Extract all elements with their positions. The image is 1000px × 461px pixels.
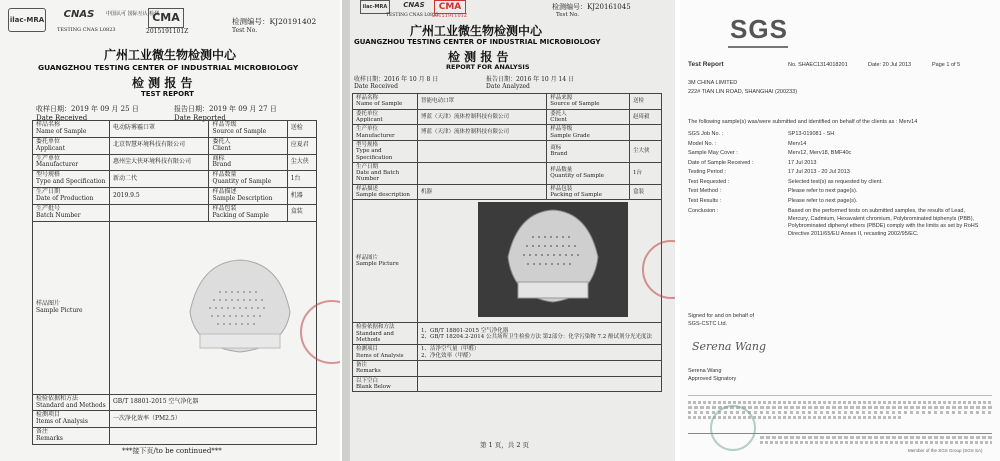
field-label: 样品来源 Source of Sample: [547, 94, 630, 110]
center-title-en: GUANGZHOU TESTING CENTER OF INDUSTRIAL MICROBIOLOGY: [354, 38, 601, 46]
table-row: [353, 125, 662, 141]
ilac-mra-logo: ilac-MRA: [360, 0, 390, 14]
table-row: [33, 137, 317, 154]
field-label: SGS Job No. :: [688, 131, 724, 137]
field-value: 盒装: [629, 184, 661, 200]
field-value: 智能电动口罩: [418, 94, 547, 110]
table-row: [353, 94, 662, 110]
field-value: 应夏君: [287, 137, 316, 154]
field-label: 样品名称 Name of Sample: [33, 121, 110, 138]
field-value: 2019.9.5: [110, 188, 209, 205]
field-label: 样品等级 Source of Sample: [209, 121, 287, 138]
field-label: 生产单位 Manufacturer: [33, 154, 110, 171]
remarks-label: 备注 Remarks: [353, 360, 418, 376]
remarks-label: 备注 Remarks: [33, 428, 110, 445]
report-number: 检测编号：KJ20191402: [232, 17, 317, 26]
field-value: 17 Jul 2013: [788, 159, 817, 166]
table-row: [33, 121, 317, 138]
footer-rule: [688, 433, 992, 434]
handwritten-signature: Serena Wang: [692, 340, 766, 353]
date-received: 收样日期：2019 年 09 月 25 日 Date Received: [36, 105, 139, 122]
field-label: 型号规格 Type and Specification: [33, 171, 110, 188]
logo-rule: [728, 46, 788, 48]
table-row: [33, 188, 317, 205]
sgs-group-member: Member of the SGS Group (SGS SA): [908, 448, 983, 453]
blank-below-label: 以下空白 Blank Below: [353, 376, 418, 392]
standard-label: 检验依据和方法 Standard and Methods: [33, 394, 110, 411]
report-number: 检测编号：KJ20161045: [552, 3, 631, 11]
report-table: [32, 120, 317, 445]
field-label: 商标 Brand: [547, 140, 630, 162]
field-label: 样品包装 Packing of Sample: [209, 204, 287, 221]
blank-below-value: [418, 376, 662, 392]
page-edge-shadow: [342, 0, 350, 461]
cma-code: 2015191101Z: [432, 13, 468, 19]
field-label: 样品包装 Packing of Sample: [547, 184, 630, 200]
field-value: 赵琦毅: [629, 109, 661, 125]
test-report-page-2: [342, 0, 675, 461]
remarks-value: [110, 428, 317, 445]
field-label: 委托单位 Applicant: [33, 137, 110, 154]
report-table: [352, 93, 662, 392]
field-value: Selected test(s) as requested by client.: [788, 178, 883, 185]
field-value: [110, 204, 209, 221]
table-row: [353, 184, 662, 200]
field-value: 博蓝（天津）流体控制科技有限公司: [418, 125, 547, 141]
report-page: Page 1 of 5: [932, 62, 961, 68]
report-title-en: REPORT FOR ANALYSIS: [446, 63, 530, 71]
report-title-cn: 检 测 报 告: [132, 76, 193, 90]
cnas-logo: CNAS: [63, 9, 95, 20]
intro-statement: The following sample(s) was/were submitted and identified on behalf of the clients as : Merv14: [688, 119, 918, 125]
mask-photo: [170, 252, 310, 362]
signer-name: Serena Wang Approved Signatory: [688, 368, 737, 382]
client-address: 222# TIAN LIN ROAD, SHANGHAI (200233): [688, 89, 798, 95]
page-footer: 第 1 页，共 2 页: [480, 441, 530, 449]
sgs-test-report-page: [680, 0, 1000, 461]
sample-picture-label: 样品图片 Sample Picture: [33, 221, 110, 394]
table-row: [353, 162, 662, 184]
mask-photo: [478, 202, 628, 317]
standard-label: 检验依据和方法 Standard and Methods: [353, 323, 418, 345]
field-value: Please refer to next page(s).: [788, 188, 858, 194]
field-label: Model No. :: [688, 140, 717, 147]
center-title-en: GUANGZHOU TESTING CENTER OF INDUSTRIAL MICROBIOLOGY: [38, 63, 299, 72]
field-value: 尘大侠: [287, 154, 316, 171]
standard-value: 1、GB/T 18801-2015 空气净化器 2、GB/T 18204.2-2014 公共场所卫生检验方法 第2部分：化学污染物 7.2 酚试剂分光光度法: [418, 323, 662, 345]
field-label: 样品等级 Sample Grade: [547, 125, 630, 141]
cma-logo: CMA: [434, 0, 466, 14]
ilac-mra-logo: ilac-MRA: [8, 8, 46, 32]
items-value: 一次净化效率（PM2.5）: [110, 411, 317, 428]
table-row: [33, 204, 317, 221]
items-label: 检测项目 Items of Analysis: [353, 345, 418, 361]
field-label: Test Method :: [688, 188, 722, 194]
cnas-cn-text: 中国认可 国际互认 检测: [106, 11, 160, 17]
field-value: Please refer to next page(s).: [788, 197, 858, 204]
cnas-code: TESTING CNAS L0823: [386, 13, 439, 18]
test-no-en: Test No.: [232, 27, 258, 34]
date-reported: 报告日期：2019 年 09 月 27 日 Date Reported: [174, 105, 277, 122]
field-value: 1台: [287, 171, 316, 188]
field-value: [418, 140, 547, 162]
cnas-code: TESTING CNAS L0823: [57, 27, 116, 33]
field-label: 样品数量 Quantity of Sample: [209, 171, 287, 188]
items-value: 1、洁净空气量（甲醛） 2、净化效率（甲醛）: [418, 345, 662, 361]
field-label: Test Requested :: [688, 178, 730, 185]
remarks-value: [418, 360, 662, 376]
field-label: 样品名称 Name of Sample: [353, 94, 418, 110]
table-row: [353, 140, 662, 162]
continued-footer: ***接下页/to be continued***: [122, 447, 222, 455]
table-row: [353, 109, 662, 125]
conclusion-text: Based on the performed tests on submitted samples, the results of Lead, Mercury, Cadmium, Hexavalent chromium, Polybrominated biphenyls (PBB), Polybrominated diphenyl ethers (PBDE) comply with the limits as set by RoHS Directive 2011/65/EU Annex II, recasting 2002/95/EC.: [788, 208, 979, 237]
field-value: 1台: [629, 162, 661, 184]
cma-code: 2015191101Z: [146, 28, 189, 35]
standard-value: GB/T 18801-2015 空气净化器: [110, 394, 317, 411]
field-value: 北京智慧环境科技有限公司: [110, 137, 209, 154]
report-title-cn: 检 测 报 告: [448, 50, 509, 64]
table-row: [33, 154, 317, 171]
field-label: Testing Period :: [688, 169, 726, 175]
field-value: [629, 125, 661, 141]
sgs-stamp: [710, 405, 756, 451]
sample-picture-cell: [418, 200, 662, 323]
field-value: 尘大侠: [629, 140, 661, 162]
field-value: 机器: [287, 188, 316, 205]
field-label: 商标 Brand: [209, 154, 287, 171]
items-label: 检测项目 Items of Analysis: [33, 411, 110, 428]
center-title-cn: 广州工业微生物检测中心: [410, 24, 543, 38]
field-value: 盒装: [287, 204, 316, 221]
field-label: 样品描述 Sample description: [353, 184, 418, 200]
field-value: 新动二代: [110, 171, 209, 188]
address-fine-print: [760, 436, 992, 444]
field-value: [418, 162, 547, 184]
sample-picture-cell: [110, 221, 317, 394]
field-label: 型号规格 Type and Specification: [353, 140, 418, 162]
field-label: Sample May Cover :: [688, 150, 738, 156]
test-report-page-1: [0, 0, 340, 461]
sample-picture-label: 样品图片 Sample Picture: [353, 200, 418, 323]
cma-logo: CMA: [148, 8, 184, 28]
field-value: 电动防雾霾口罩: [110, 121, 209, 138]
field-label: 生产单位 Manufacturer: [353, 125, 418, 141]
field-value: 送检: [629, 94, 661, 110]
signed-on-behalf: Signed for and on behalf of SGS-CSTC Ltd.: [688, 313, 755, 327]
field-label: 生产批号 Batch Number: [33, 204, 110, 221]
date-reported: 报告日期：2016 年 10 月 14 日 Date Analyzed: [486, 76, 575, 90]
field-value: 惠州尘大侠环境科技有限公司: [110, 154, 209, 171]
field-label: Test Results :: [688, 197, 722, 204]
field-label: 样品数量 Quantity of Sample: [547, 162, 630, 184]
cnas-logo: CNAS: [403, 1, 425, 9]
center-title-cn: 广州工业微生物检测中心: [104, 48, 237, 62]
field-value: 博蓝（天津）流体控制科技有限公司: [418, 109, 547, 125]
sgs-logo: SGS: [730, 14, 788, 44]
field-label: 生产日期 Date and Batch Number: [353, 162, 418, 184]
date-received: 收样日期：2016 年 10 月 8 日 Date Received: [354, 76, 439, 90]
field-label: 样品描述 Sample Description: [209, 188, 287, 205]
field-label: 委托单位 Applicant: [353, 109, 418, 125]
field-value: Merv14: [788, 140, 807, 147]
client-name: 3M CHINA LIMITED: [688, 80, 738, 86]
field-label: 生产日期 Date of Production: [33, 188, 110, 205]
conclusion-label: Conclusion :: [688, 208, 719, 214]
report-heading: Test Report: [688, 61, 724, 68]
report-date: Date: 20 Jul 2013: [868, 62, 912, 68]
field-label: 委托人 Client: [547, 109, 630, 125]
test-no-en: Test No.: [556, 12, 580, 18]
field-label: 委托人 Client: [209, 137, 287, 154]
field-value: 17 Jul 2013 - 20 Jul 2013: [788, 169, 850, 175]
field-value: 机器: [418, 184, 547, 200]
table-row: [33, 171, 317, 188]
field-value: SP13-019081 - SH: [788, 131, 835, 137]
field-value: Merv12, Merv18, BMF40c: [788, 150, 852, 156]
report-title-en: TEST REPORT: [141, 90, 194, 98]
field-value: 送检: [287, 121, 316, 138]
field-label: Date of Sample Received :: [688, 159, 754, 166]
report-number: No. SHAEC1314018201: [788, 62, 848, 68]
